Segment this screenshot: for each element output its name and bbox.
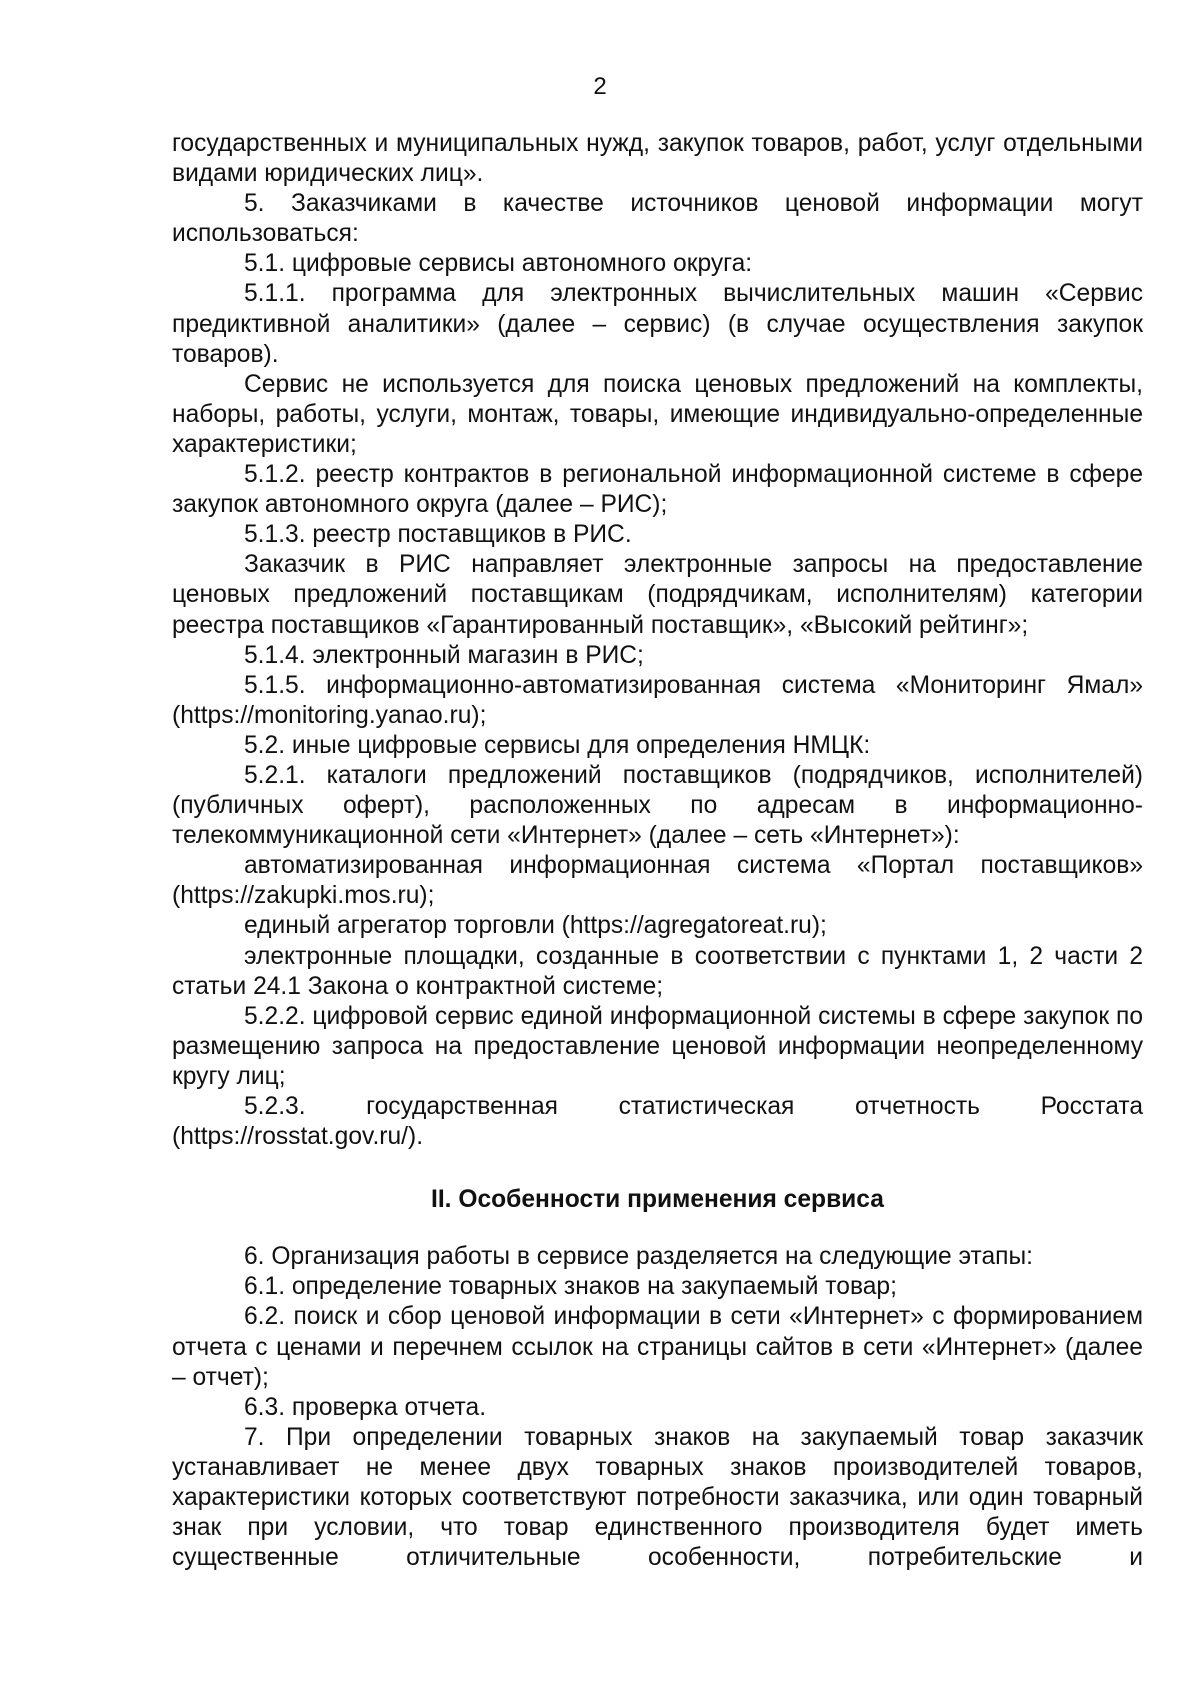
paragraph-customer-requests: Заказчик в РИС направляет электронные запросы на предоставление ценовых предложений поставщикам (подрядчикам, исполнителям) категории реестра поставщиков «Гарантированный поставщик», «Высокий рейтинг»;: [172, 551, 1143, 639]
paragraph-item-5-1-1: 5.1.1. программа для электронных вычислительных машин «Сервис предиктивной аналитики» (далее – сервис) (в случае осуществления закупок товаров).: [172, 280, 1143, 368]
paragraph-trade-aggregator: единый агрегатор торговли (https://agregatoreat.ru);: [244, 912, 827, 940]
paragraph-item-6: 6. Организация работы в сервисе разделяется на следующие этапы:: [244, 1243, 1033, 1271]
page-number: 2: [593, 73, 607, 100]
paragraph-item-5-2-2: 5.2.2. цифровой сервис единой информационной системы в сфере закупок по размещению запроса на предоставление ценовой информации неопределенному кругу лиц;: [172, 1002, 1143, 1090]
paragraph-electronic-platforms: электронные площадки, созданные в соответствии с пунктами 1, 2 части 2 статьи 24.1 Закона о контрактной системе;: [172, 942, 1143, 1000]
paragraph-item-5-1-5: 5.1.5. информационно-автоматизированная система «Мониторинг Ямал» (https://monitoring.yanao.ru);: [172, 671, 1143, 729]
paragraph-continuation: государственных и муниципальных нужд, закупок товаров, работ, услуг отдельными видами юридических лиц».: [172, 130, 1143, 188]
paragraph-item-5-1: 5.1. цифровые сервисы автономного округа:: [244, 250, 753, 278]
paragraph-portal-suppliers: автоматизированная информационная система «Портал поставщиков» (https://zakupki.mos.ru);: [172, 852, 1143, 910]
paragraph-item-5: 5. Заказчиками в качестве источников ценовой информации могут использоваться:: [172, 190, 1143, 248]
paragraph-item-6-1: 6.1. определение товарных знаков на закупаемый товар;: [244, 1273, 897, 1301]
paragraph-item-5-1-2: 5.1.2. реестр контрактов в региональной информационной системе в сфере закупок автономного округа (далее – РИС);: [172, 461, 1143, 519]
paragraph-service-restriction: Сервис не используется для поиска ценовых предложений на комплекты, наборы, работы, услуги, монтаж, товары, имеющие индивидуально-определенные характеристики;: [172, 370, 1143, 458]
paragraph-item-5-2-3: 5.2.3. государственная статистическая отчетность Росстата (https://rosstat.gov.ru/).: [172, 1093, 1143, 1151]
section-heading: II. Особенности применения сервиса: [431, 1186, 884, 1214]
paragraph-item-7: 7. При определении товарных знаков на закупаемый товар заказчик устанавливает не менее двух товарных знаков производителей товаров, характеристики которых соответствуют потребности заказчика, или один товарный знак при условии, что товар единственного производителя будет иметь существенные отличительные особенности, потребительские и: [172, 1423, 1143, 1572]
paragraph-item-6-3: 6.3. проверка отчета.: [244, 1393, 487, 1421]
document-body: [172, 129, 1143, 1573]
paragraph-item-5-2: 5.2. иные цифровые сервисы для определения НМЦК:: [244, 731, 871, 759]
paragraph-item-5-1-4: 5.1.4. электронный магазин в РИС;: [244, 641, 644, 669]
paragraph-item-5-1-3: 5.1.3. реестр поставщиков в РИС.: [244, 521, 632, 549]
paragraph-item-5-2-1: 5.2.1. каталоги предложений поставщиков (подрядчиков, исполнителей) (публичных оферт), расположенных по адресам в информационно-телекоммуникационной сети «Интернет» (далее – сеть «Интернет»):: [172, 761, 1143, 850]
paragraph-item-6-2: 6.2. поиск и сбор ценовой информации в сети «Интернет» с формированием отчета с ценами и перечнем ссылок на страницы сайтов в сети «Интернет» (далее – отчет);: [172, 1303, 1143, 1391]
